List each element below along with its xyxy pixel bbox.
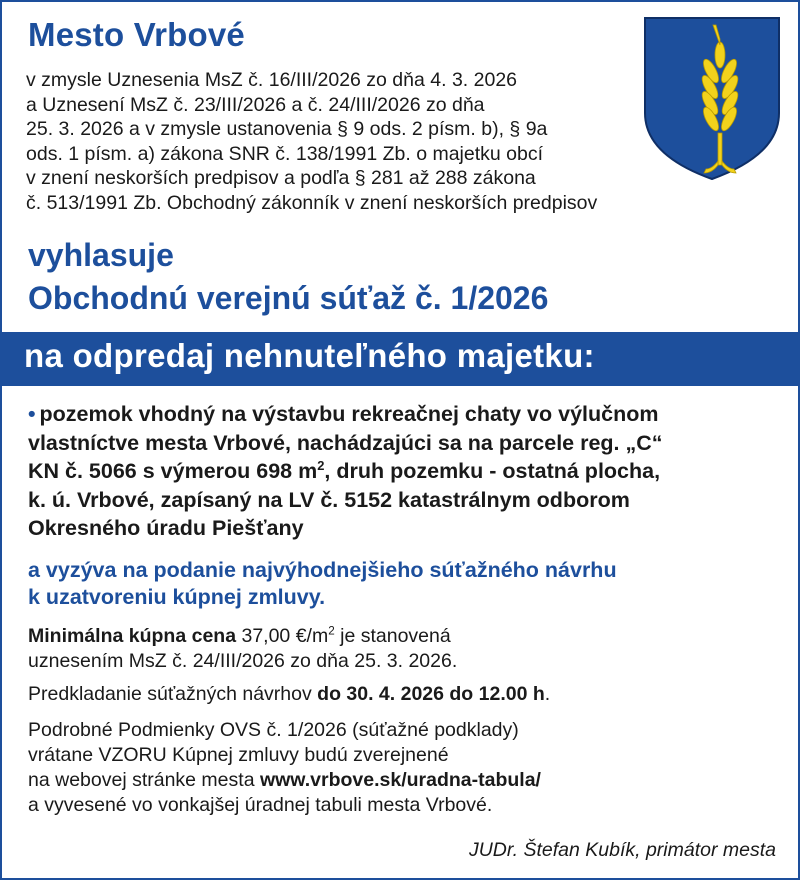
preamble-line: 25. 3. 2026 a v zmysle ustanovenia § 9 ods. 2 písm. b), § 9a [26, 118, 548, 141]
details-line: na webovej stránke mesta www.vrbove.sk/uradna-tabula/ [28, 769, 541, 791]
legal-preamble [26, 68, 666, 216]
bullet-icon: • [28, 402, 36, 426]
competition-title: Obchodnú verejnú súťaž č. 1/2026 [28, 280, 549, 316]
price-value: 37,00 €/m [236, 625, 329, 647]
property-line: k. ú. Vrbové, zapísaný na LV č. 5152 katastrálnym odborom [28, 487, 630, 512]
property-line: KN č. 5066 s výmerou 698 $m^2$, druh pozemku - ostatná plocha, [28, 457, 661, 483]
preamble-line: v znení neskorších predpisov a podľa § 281 až 288 zákona [26, 167, 536, 190]
invitation-line: a vyzýva na podanie najvýhodnejšieho súťažného návrhu [28, 558, 617, 582]
property-description [28, 400, 788, 543]
website-link[interactable]: www.vrbove.sk/uradna-tabula/ [259, 769, 541, 791]
property-line: • pozemok vhodný na výstavbu rekreačnej chaty vo výlučnom [28, 402, 659, 426]
preamble-line: ods. 1 písm. a) zákona SNR č. 138/1991 Zb. o majetku obcí [26, 142, 544, 165]
property-line: Okresného úradu Piešťany [28, 516, 304, 540]
details-line: Podrobné Podmienky OVS č. 1/2026 (súťažné podklady) [28, 719, 519, 741]
wheat-ear-coat-of-arms-icon [642, 15, 782, 182]
details-line: a vyvesené vo vonkajšej úradnej tabuli mesta Vrbové. [28, 794, 493, 816]
competition-details [28, 718, 541, 818]
price-label: Minimálna kúpna cena [28, 625, 237, 647]
banner-title: na odpredaj nehnuteľného majetku: [24, 337, 595, 374]
deadline-date: do 30. 4. 2026 do 12.00 h [317, 683, 545, 705]
city-title: Mesto Vrbové [28, 16, 245, 53]
section-banner [2, 332, 798, 386]
preamble-line: č. 513/1991 Zb. Obchodný zákonník v znení neskorších predpisov [26, 191, 598, 214]
invitation [28, 557, 617, 611]
preamble-line: a Uznesení MsZ č. 23/III/2026 a č. 24/III/2026 zo dňa [26, 93, 485, 116]
invitation-line: k uzatvoreniu kúpnej zmluvy. [28, 585, 326, 609]
submission-deadline: Predkladanie súťažných návrhov do 30. 4. 2026 do 12.00 h. [28, 683, 551, 705]
announcement-heading [28, 234, 548, 320]
minimum-price: Minimálna kúpna cena 37,00 $€/m^2$ je stanovená uznesením MsZ č. 24/III/2026 zo dňa 25. 3. 2026. [28, 624, 458, 672]
preamble-line: v zmysle Uznesenia MsZ č. 16/III/2026 zo dňa 4. 3. 2026 [26, 69, 518, 91]
property-line: vlastníctve mesta Vrbové, nachádzajúci sa na parcele reg. „C“ [28, 430, 663, 455]
details-line: vrátane VZORU Kúpnej zmluvy budú zverejnené [28, 744, 449, 766]
mayor-signature: JUDr. Štefan Kubík, primátor mesta [468, 839, 776, 861]
announcement-verb: vyhlasuje [28, 237, 174, 273]
price-resolution: uznesením MsZ č. 24/III/2026 zo dňa 25. 3. 2026. [28, 650, 458, 672]
